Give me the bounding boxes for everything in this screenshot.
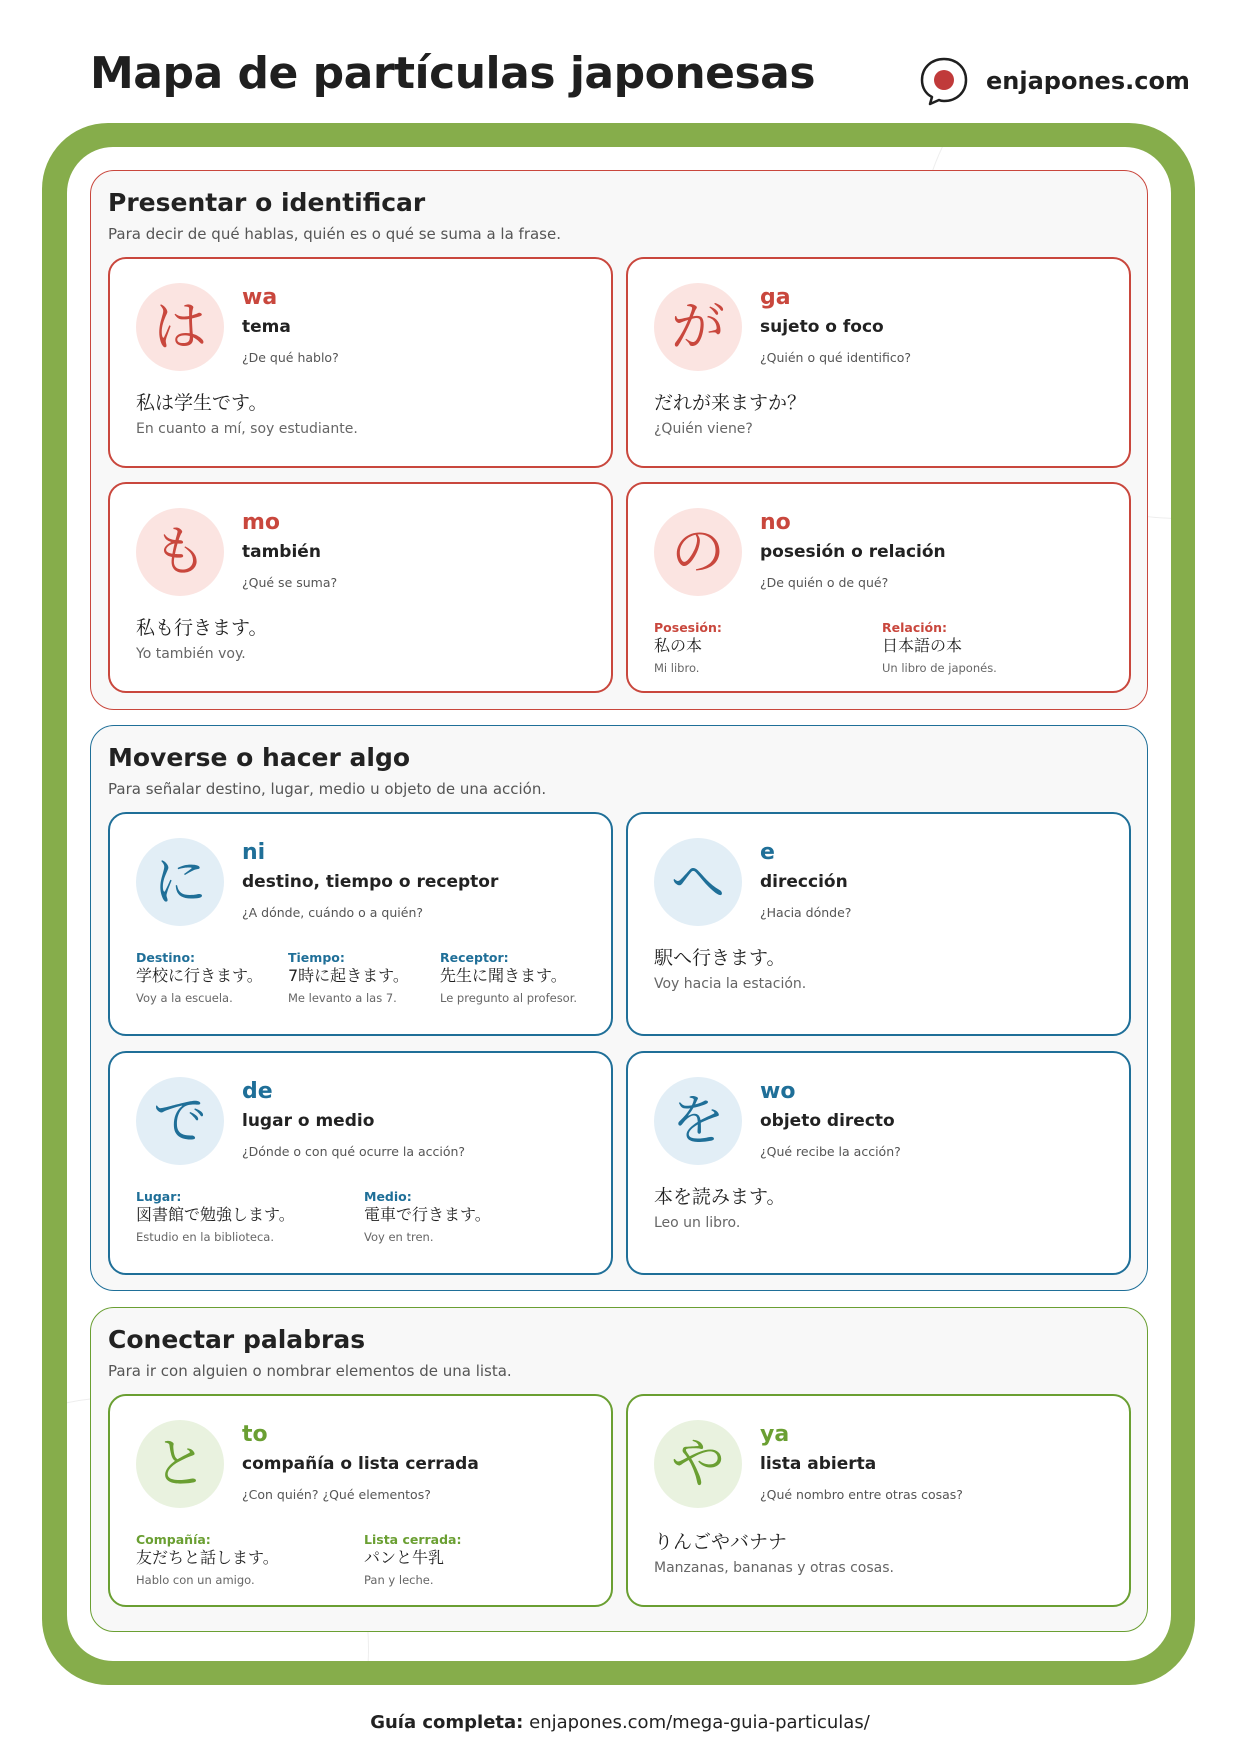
example-japanese: 学校に行きます。 xyxy=(136,966,263,985)
example-japanese: パンと牛乳 xyxy=(364,1548,445,1567)
example-label: Lugar: xyxy=(136,1189,182,1204)
example-translation: Mi libro. xyxy=(654,660,700,675)
example-japanese: 駅へ行きます。 xyxy=(654,947,786,969)
kana-badge: と xyxy=(136,1420,224,1508)
example-label: Relación: xyxy=(882,620,948,635)
example xyxy=(654,1532,894,1576)
kana-badge: へ xyxy=(654,838,742,926)
particle-meaning: tema xyxy=(242,317,291,337)
footer-label: Guía completa: xyxy=(370,1712,524,1733)
example-japanese: 友だちと話します。 xyxy=(136,1548,279,1567)
particle-romaji: e xyxy=(760,840,775,865)
brand[interactable] xyxy=(918,56,1190,106)
example-translation: Me levanto a las 7. xyxy=(288,990,397,1005)
particle-card-no xyxy=(626,482,1131,693)
section-conectar xyxy=(90,1307,1148,1632)
particle-meaning: también xyxy=(242,542,321,562)
example xyxy=(654,393,806,437)
example xyxy=(440,950,577,1005)
example xyxy=(364,1189,491,1244)
example-translation: Pan y leche. xyxy=(364,1572,434,1587)
particle-question: ¿Hacia dónde? xyxy=(760,905,852,920)
particle-card-ga xyxy=(626,257,1131,468)
particle-question: ¿Qué recibe la acción? xyxy=(760,1144,901,1159)
particle-romaji: de xyxy=(242,1079,273,1104)
example-japanese: 7時に起きます。 xyxy=(288,966,409,985)
example xyxy=(136,618,267,662)
particle-card-de xyxy=(108,1051,613,1275)
particle-romaji: mo xyxy=(242,510,281,535)
example-japanese: 日本語の本 xyxy=(882,636,963,655)
particle-romaji: to xyxy=(242,1422,268,1447)
example-japanese: 図書館で勉強します。 xyxy=(136,1205,295,1224)
particle-meaning: sujeto o foco xyxy=(760,317,884,337)
particle-meaning: dirección xyxy=(760,872,848,892)
example-translation: Voy hacia la estación. xyxy=(654,975,807,992)
example-translation: Un libro de japonés. xyxy=(882,660,997,675)
example-translation: Estudio en la biblioteca. xyxy=(136,1229,274,1244)
kana-badge: は xyxy=(136,283,224,371)
speech-bubble-logo-icon xyxy=(918,56,970,106)
particle-meaning: compañía o lista cerrada xyxy=(242,1454,479,1474)
example xyxy=(136,1532,279,1587)
example-japanese: 本を読みます。 xyxy=(654,1186,786,1208)
section-subtitle: Para señalar destino, lugar, medio u objeto de una acción. xyxy=(108,780,547,798)
kana-badge: で xyxy=(136,1077,224,1165)
example xyxy=(654,1187,785,1231)
particle-question: ¿De quién o de qué? xyxy=(760,575,889,590)
example-translation: Manzanas, bananas y otras cosas. xyxy=(654,1559,894,1576)
particle-romaji: ya xyxy=(760,1422,790,1447)
example-japanese: だれが来ますか？ xyxy=(654,392,807,414)
particle-card-ya xyxy=(626,1394,1131,1607)
particle-question: ¿Con quién? ¿Qué elementos? xyxy=(242,1487,431,1502)
example xyxy=(136,950,263,1005)
section-subtitle: Para decir de qué hablas, quién es o qué se suma a la frase. xyxy=(108,225,561,243)
particle-question: ¿Dónde o con qué ocurre la acción? xyxy=(242,1144,466,1159)
example xyxy=(136,393,358,437)
example-japanese: 電車で行きます。 xyxy=(364,1205,491,1224)
example-translation: Hablo con un amigo. xyxy=(136,1572,255,1587)
section-presentar xyxy=(90,170,1148,710)
particle-question: ¿Qué se suma? xyxy=(242,575,338,590)
particle-question: ¿Quién o qué identifico? xyxy=(760,350,912,365)
example-label: Medio: xyxy=(364,1189,412,1204)
particle-meaning: posesión o relación xyxy=(760,542,946,562)
section-subtitle: Para ir con alguien o nombrar elementos de una lista. xyxy=(108,1362,512,1380)
example-japanese: 先生に聞きます。 xyxy=(440,966,567,985)
particle-romaji: ni xyxy=(242,840,266,865)
particle-romaji: ga xyxy=(760,285,791,310)
example-translation: Le pregunto al profesor. xyxy=(440,990,578,1005)
example xyxy=(364,1532,462,1587)
example-label: Lista cerrada: xyxy=(364,1532,462,1547)
example-japanese: りんごやバナナ xyxy=(654,1531,788,1553)
particle-question: ¿A dónde, cuándo o a quién? xyxy=(242,905,423,920)
particle-meaning: lugar o medio xyxy=(242,1111,375,1131)
section-title: Conectar palabras xyxy=(108,1325,366,1354)
example-label: Destino: xyxy=(136,950,196,965)
particle-card-wa xyxy=(108,257,613,468)
section-moverse xyxy=(90,725,1148,1291)
particle-meaning: destino, tiempo o receptor xyxy=(242,872,499,892)
particle-card-e xyxy=(626,812,1131,1036)
example xyxy=(288,950,409,1005)
example-translation: Voy a la escuela. xyxy=(136,990,233,1005)
particle-romaji: wa xyxy=(242,285,278,310)
example xyxy=(882,620,997,675)
example-japanese: 私の本 xyxy=(654,636,703,655)
brand-name: enjapones.com xyxy=(986,67,1190,95)
particle-question: ¿De qué hablo? xyxy=(242,350,339,365)
kana-badge: を xyxy=(654,1077,742,1165)
example-japanese: 私も行きます。 xyxy=(136,617,268,639)
kana-badge: が xyxy=(654,283,742,371)
example-label: Compañía: xyxy=(136,1532,211,1547)
example-translation: Voy en tren. xyxy=(364,1229,434,1244)
example-translation: ¿Quién viene? xyxy=(654,420,753,437)
example xyxy=(654,948,806,992)
example xyxy=(654,620,722,675)
example-translation: Yo también voy. xyxy=(136,645,246,662)
particle-card-to xyxy=(108,1394,613,1607)
section-title: Moverse o hacer algo xyxy=(108,743,411,772)
particle-romaji: no xyxy=(760,510,791,535)
kana-badge: に xyxy=(136,838,224,926)
example-label: Tiempo: xyxy=(288,950,345,965)
example-japanese: 私は学生です。 xyxy=(136,392,268,414)
particle-meaning: objeto directo xyxy=(760,1111,895,1131)
particle-card-mo xyxy=(108,482,613,693)
section-title: Presentar o identificar xyxy=(108,188,426,217)
kana-badge: の xyxy=(654,508,742,596)
particle-romaji: wo xyxy=(760,1079,796,1104)
example-label: Posesión: xyxy=(654,620,722,635)
particle-card-wo xyxy=(626,1051,1131,1275)
example-translation: Leo un libro. xyxy=(654,1214,741,1231)
kana-badge: も xyxy=(136,508,224,596)
particle-meaning: lista abierta xyxy=(760,1454,877,1474)
page-title: Mapa de partículas japonesas xyxy=(90,48,816,99)
example-translation: En cuanto a mí, soy estudiante. xyxy=(136,420,358,437)
example xyxy=(136,1189,295,1244)
particle-question: ¿Qué nombro entre otras cosas? xyxy=(760,1487,963,1502)
particle-card-ni xyxy=(108,812,613,1036)
footer xyxy=(0,1712,1240,1733)
example-label: Receptor: xyxy=(440,950,509,965)
kana-badge: や xyxy=(654,1420,742,1508)
footer-link[interactable]: enjapones.com/mega-guia-particulas/ xyxy=(529,1712,870,1733)
